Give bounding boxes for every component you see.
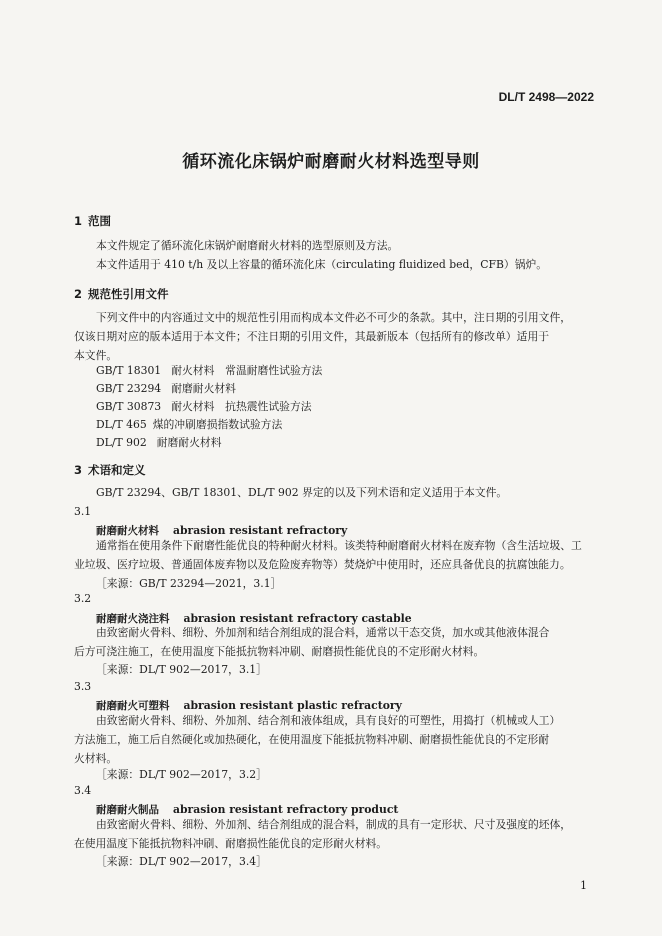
definition-line: 后方可浇注施工，在使用温度下能抵抗物料冲刷、耐磨损性能优良的不定形耐火材料。: [74, 645, 485, 658]
reference-item: [96, 361, 322, 380]
paragraph: [74, 483, 596, 502]
reference-name: 耐磨耐火材料: [156, 436, 222, 449]
reference-name: 煤的冲刷磨损指数试验方法: [152, 418, 283, 431]
definition-line: 火材料。: [74, 752, 118, 765]
term-number: 3.1: [74, 505, 92, 518]
term-number: 3.4: [74, 784, 92, 797]
section-number: 1: [74, 214, 83, 228]
paragraph-line: 仅该日期对应的版本适用于本文件；不注日期的引用文件，其最新版本（包括所有的修改单）适用于: [74, 330, 550, 343]
section-heading-scope: [74, 213, 111, 229]
paragraph: [74, 236, 596, 274]
term-zh: 耐磨耐火浇注料: [96, 613, 170, 625]
reference-code: GB/T 30873: [96, 400, 162, 413]
term-source: ［来源：DL/T 902—2017，3.2］: [96, 768, 267, 781]
term-en: abrasion resistant refractory castable: [183, 612, 412, 625]
section-number: 2: [74, 287, 83, 301]
section-title: 规范性引用文件: [88, 287, 169, 301]
section-heading-terms-definitions: [74, 462, 146, 478]
term-source: ［来源：DL/T 902—2017，3.4］: [96, 855, 267, 868]
definition-line: 由致密耐火骨料、细粉、外加剂、结合剂和液体组成，具有良好的可塑性，用捣打（机械或人工）: [96, 714, 561, 727]
term-zh: 耐磨耐火材料: [96, 525, 159, 537]
definition-line: 由致密耐火骨料、细粉、外加剂和结合剂组成的混合料，通常以干态交货，加水或其他液体混合: [96, 626, 550, 639]
definition-line: 业垃圾、医疗垃圾、普通固体废弃物以及危险废弃物等）焚烧炉中使用时，还应具备优良的抗腐蚀能力。: [74, 558, 571, 571]
term-definition: [74, 815, 596, 853]
section-heading-normative-references: [74, 286, 169, 302]
paragraph-line: 本文件。: [74, 349, 118, 362]
definition-line: 方法施工，施工后自然硬化或加热硬化，在使用温度下能抵抗物料冲刷、耐磨损性能优良的不定形耐: [74, 733, 550, 746]
reference-name: 耐火材料 常温耐磨性试验方法: [171, 364, 323, 377]
term-en: abrasion resistant refractory product: [173, 803, 399, 816]
term-definition: [74, 623, 596, 661]
reference-name: 耐火材料 抗热震性试验方法: [171, 400, 312, 413]
page-number: 1: [580, 879, 587, 892]
document-code: DL/T 2498—2022: [498, 90, 594, 104]
term-source: ［来源：GB/T 23294—2021，3.1］: [96, 577, 282, 590]
section-number: 3: [74, 463, 83, 477]
section-title: 范围: [88, 214, 111, 228]
term-zh: 耐磨耐火可塑料: [96, 700, 170, 712]
term-number: 3.2: [74, 592, 92, 605]
term-number: 3.3: [74, 680, 92, 693]
section-title: 术语和定义: [88, 463, 146, 477]
paragraph-line: 下列文件中的内容通过文中的规范性引用而构成本文件必不可少的条款。其中，注日期的引用文件，: [96, 311, 572, 324]
definition-line: 由致密耐火骨料、细粉、外加剂、结合剂组成的混合料，制成的具有一定形状、尺寸及强度的坯体，: [96, 818, 572, 831]
reference-code: DL/T 902: [96, 436, 147, 449]
paragraph-line: 本文件适用于 410 t/h 及以上容量的循环流化床（circulating fluidized bed，CFB）锅炉。: [96, 258, 548, 271]
reference-item: [96, 415, 282, 434]
reference-code: GB/T 23294: [96, 382, 162, 395]
reference-item: [96, 397, 312, 416]
term-source: ［来源：DL/T 902—2017，3.1］: [96, 663, 267, 676]
reference-item: [96, 379, 236, 398]
definition-line: 在使用温度下能抵抗物料冲刷、耐磨损性能优良的定形耐火材料。: [74, 837, 388, 850]
term-en: abrasion resistant refractory: [173, 524, 348, 537]
reference-name: 耐磨耐火材料: [171, 382, 236, 395]
term-definition: [74, 536, 596, 574]
paragraph-line: 本文件规定了循环流化床锅炉耐磨耐火材料的选型原则及方法。: [96, 239, 399, 252]
reference-item: [96, 433, 222, 452]
term-definition: [74, 711, 596, 768]
reference-code: GB/T 18301: [96, 364, 162, 377]
page-title: 循环流化床锅炉耐磨耐火材料选型导则: [182, 152, 480, 172]
term-zh: 耐磨耐火制品: [96, 804, 159, 816]
reference-code: DL/T 465: [96, 418, 147, 431]
term-en: abrasion resistant plastic refractory: [183, 699, 402, 712]
paragraph-line: GB/T 23294、GB/T 18301、DL/T 902 界定的以及下列术语和定义适用于本文件。: [96, 486, 508, 499]
definition-line: 通常指在使用条件下耐磨性能优良的特种耐火材料。该类特种耐磨耐火材料在废弃物（含生活垃圾、工: [96, 539, 582, 552]
paragraph: [74, 308, 596, 365]
